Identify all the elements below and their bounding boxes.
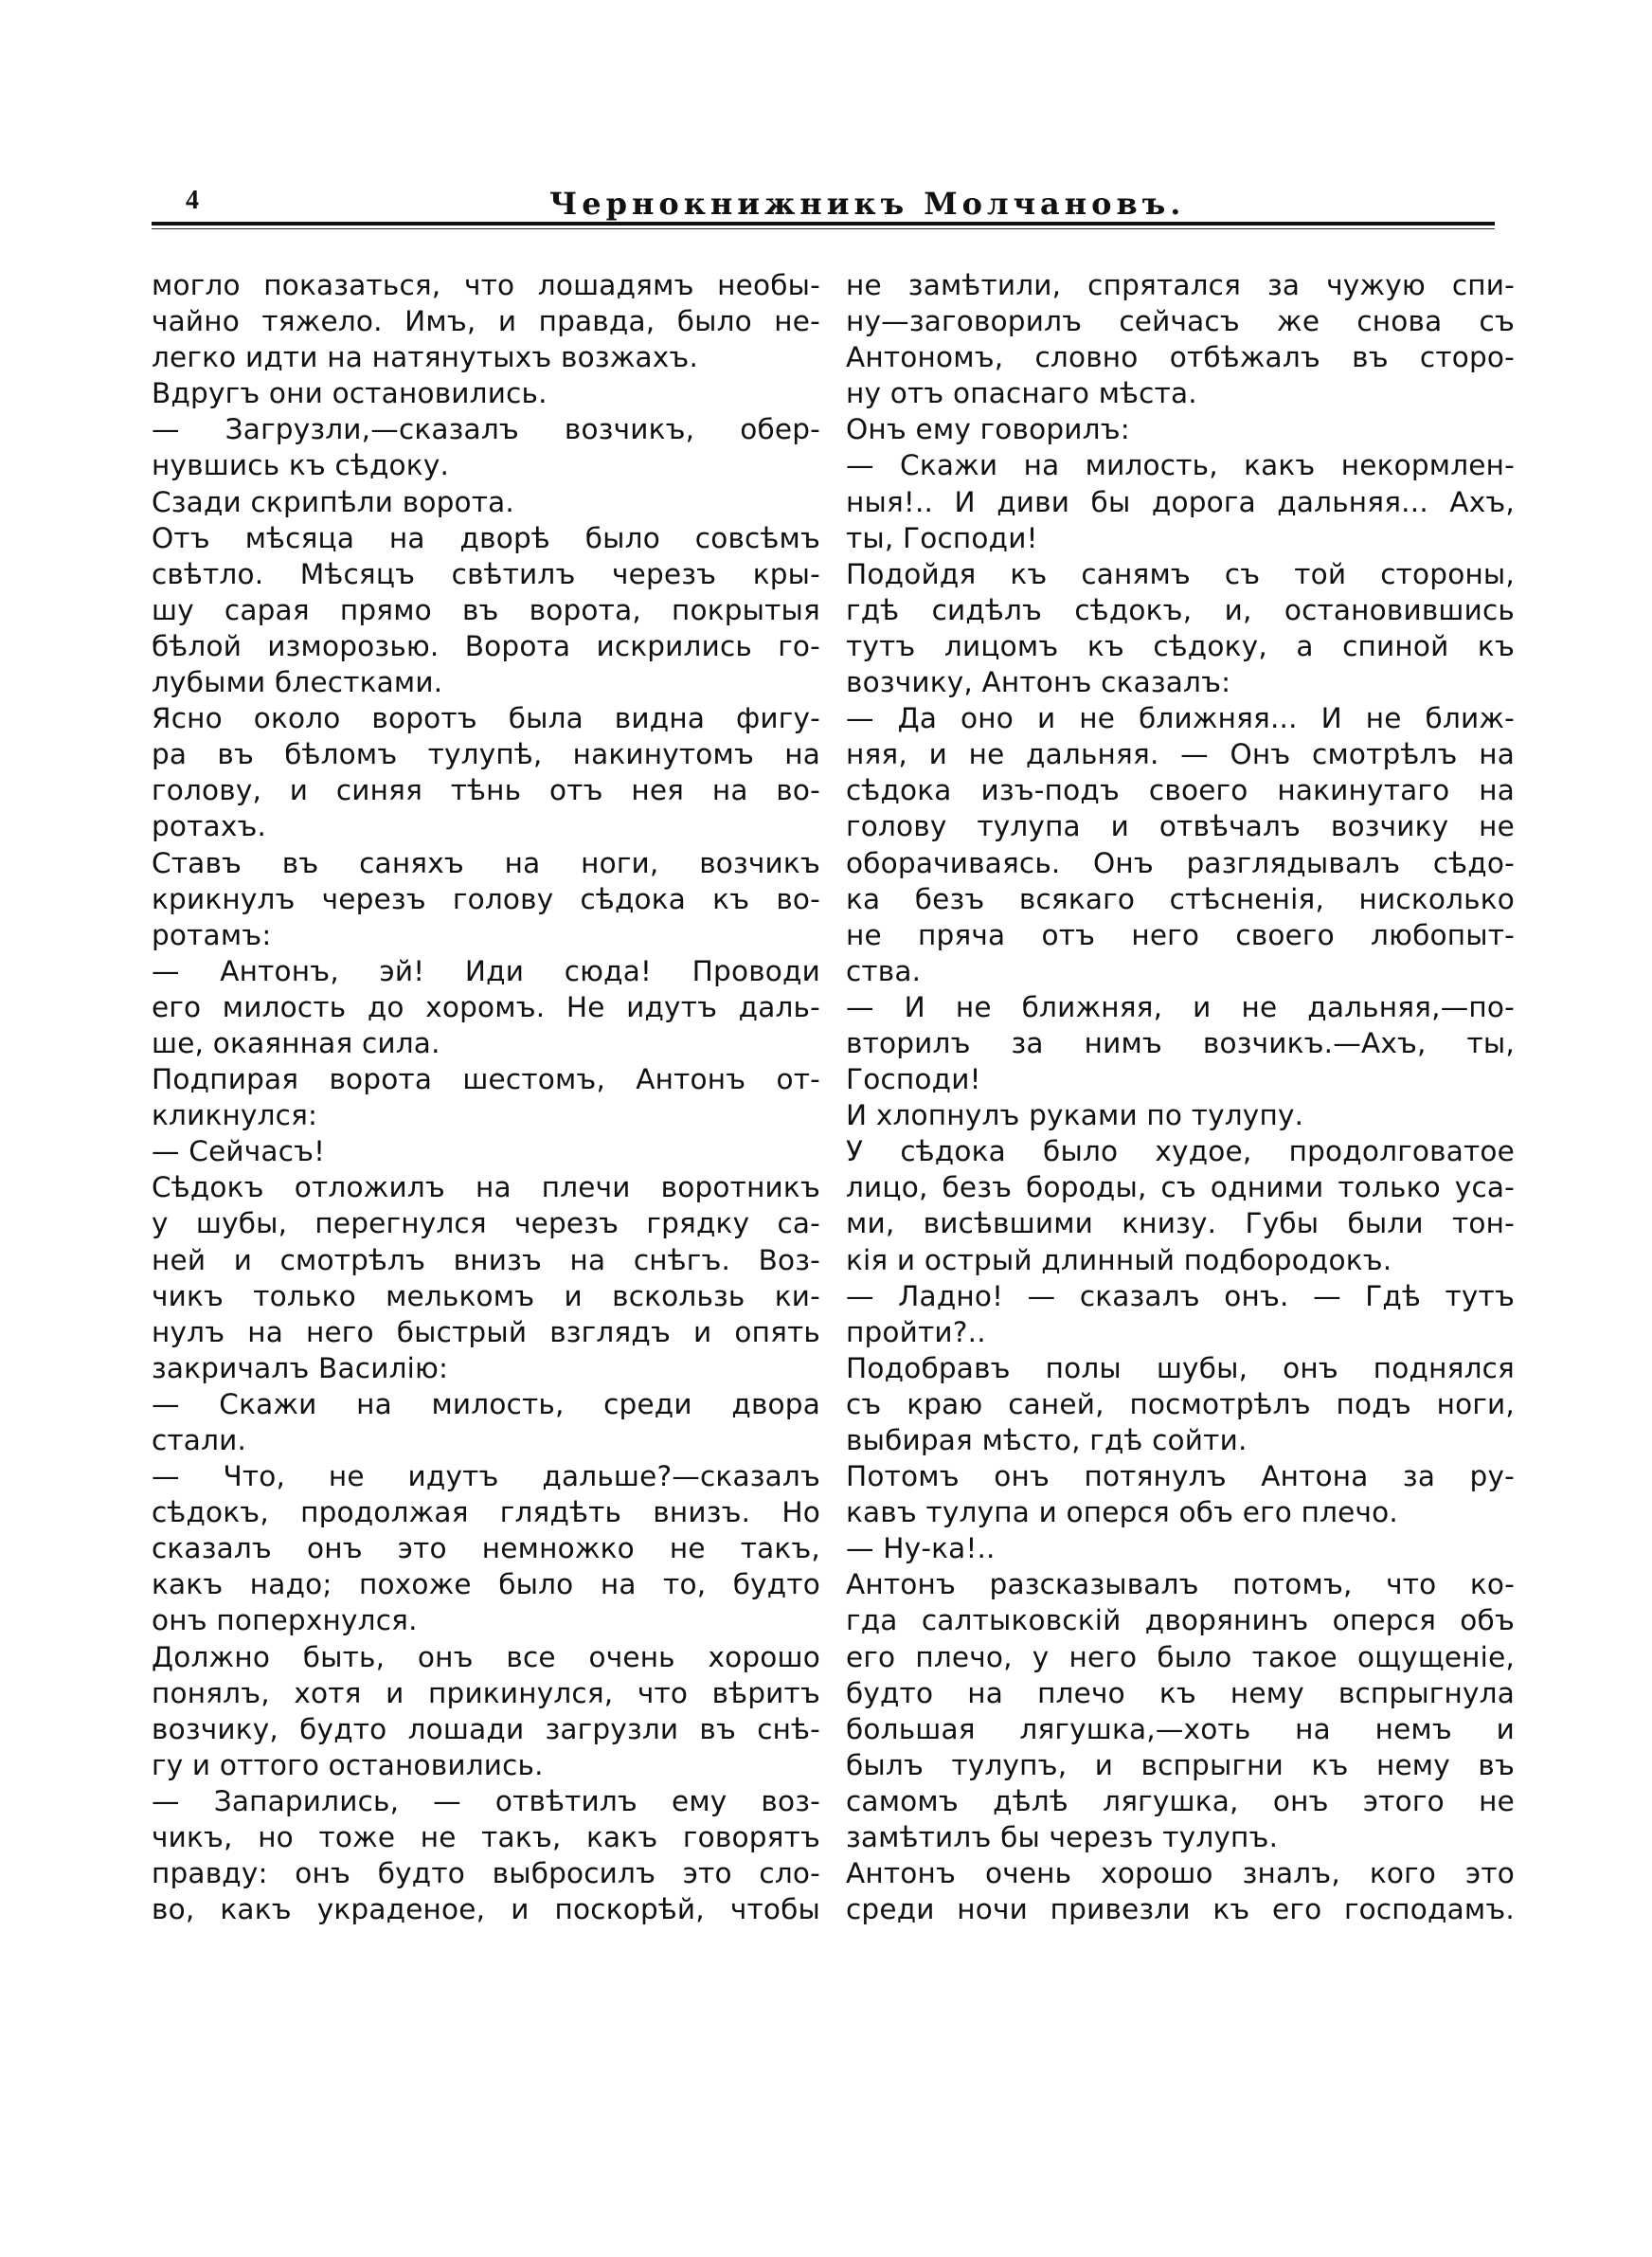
- text-line: Онъ ему говорилъ:: [846, 413, 1130, 446]
- text-line: тутъ лицомъ къ сѣдоку, а спиной къ: [846, 629, 1515, 662]
- text-line: — Запарились, — отвѣтилъ ему воз-: [152, 1784, 820, 1817]
- text-line: стали.: [152, 1424, 247, 1456]
- text-line: ра въ бѣломъ тулупѣ, накинутомъ на: [152, 738, 820, 771]
- text-line: пройти?..: [846, 1315, 986, 1348]
- text-line: возчику, Антонъ сказалъ:: [846, 666, 1231, 699]
- text-line: Подойдя къ санямъ съ той стороны,: [846, 557, 1515, 590]
- text-line: выбирая мѣсто, гдѣ сойти.: [846, 1424, 1248, 1456]
- text-line: свѣтло. Мѣсяцъ свѣтилъ черезъ кры-: [152, 557, 820, 590]
- text-line: ну—заговорилъ сейчасъ же снова съ: [846, 305, 1515, 338]
- text-line: онъ поперхнулся.: [152, 1604, 418, 1637]
- text-line: ныя!.. И диви бы дорога дальняя... Ахъ,: [846, 485, 1515, 518]
- text-line: Ясно около воротъ была видна фигу-: [152, 702, 820, 735]
- text-line: ше, окаянная сила.: [152, 1026, 440, 1059]
- text-line: Ставъ въ саняхъ на ноги, возчикъ: [152, 846, 820, 879]
- text-line: — И не ближняя, и не дальняя,—по-: [846, 990, 1515, 1023]
- text-line: у шубы, перегнулся черезъ грядку са-: [152, 1207, 820, 1240]
- text-line: У сѣдока было худое, продолговатое: [846, 1135, 1515, 1168]
- text-line: бѣлой изморозью. Ворота искрились го-: [152, 629, 820, 662]
- text-line: Антонъ разсказывалъ потомъ, что ко-: [846, 1568, 1515, 1601]
- text-line: нувшись къ сѣдоку.: [152, 449, 450, 482]
- text-line: крикнулъ черезъ голову сѣдока къ во-: [152, 882, 820, 915]
- header-rule-thin: [152, 228, 1495, 229]
- text-line: большая лягушка,—хоть на немъ и: [846, 1712, 1515, 1745]
- text-line: нулъ на него быстрый взглядъ и опять: [152, 1315, 820, 1348]
- text-line: — Ладно! — сказалъ онъ. — Гдѣ тутъ: [846, 1279, 1515, 1312]
- text-line: — Ну-ка!..: [846, 1532, 996, 1565]
- text-line: легко идти на натянутыхъ возжахъ.: [152, 341, 699, 374]
- text-line: закричалъ Василію:: [152, 1351, 449, 1384]
- text-line: — Загрузли,—сказалъ возчикъ, обер-: [152, 413, 820, 446]
- text-line: И хлопнулъ руками по тулупу.: [846, 1099, 1304, 1132]
- text-line: съ краю саней, посмотрѣлъ подъ ноги,: [846, 1387, 1515, 1420]
- text-line: Вдругъ они остановились.: [152, 377, 548, 410]
- text-line: чикъ только мелькомъ и вскользь ки-: [152, 1279, 820, 1312]
- page-number: 4: [186, 186, 199, 215]
- text-line: былъ тулупъ, и вспрыгни къ нему въ: [846, 1748, 1515, 1781]
- text-line: среди ночи привезли къ его господамъ.: [846, 1893, 1515, 1926]
- text-line: гдѣ сидѣлъ сѣдокъ, и, остановившись: [846, 593, 1515, 626]
- left-column: [152, 267, 820, 1927]
- text-line: — Да оно и не ближняя... И не ближ-: [846, 702, 1515, 735]
- text-line: кликнулся:: [152, 1099, 318, 1132]
- text-line: ства.: [846, 954, 922, 987]
- text-line: Сзади скрипѣли ворота.: [152, 485, 515, 518]
- text-line: кавъ тулупа и оперся объ его плечо.: [846, 1496, 1398, 1529]
- text-line: не замѣтили, спрятался за чужую спи-: [846, 269, 1515, 301]
- text-line: ми, висѣвшими книзу. Губы были тон-: [846, 1207, 1515, 1240]
- text-line: шу сарая прямо въ ворота, покрытыя: [152, 593, 820, 626]
- text-line: ты, Господи!: [846, 521, 1038, 554]
- text-line: гда салтыковскій дворянинъ оперся объ: [846, 1604, 1515, 1637]
- text-line: ну отъ опаснаго мѣста.: [846, 377, 1197, 410]
- text-line: Должно быть, онъ все очень хорошо: [152, 1640, 820, 1673]
- text-line: его милость до хоромъ. Не идутъ даль-: [152, 990, 820, 1023]
- text-line: кія и острый длинный подбородокъ.: [846, 1243, 1392, 1276]
- text-line: ка безъ всякаго стѣсненія, нисколько: [846, 882, 1515, 915]
- text-line: Сѣдокъ отложилъ на плечи воротникъ: [152, 1171, 820, 1204]
- right-column: [846, 267, 1515, 1927]
- text-line: оборачиваясь. Онъ разглядывалъ сѣдо-: [846, 846, 1515, 879]
- text-line: не пряча отъ него своего любопыт-: [846, 918, 1515, 951]
- text-line: — Сейчасъ!: [152, 1135, 326, 1168]
- text-line: возчику, будто лошади загрузли въ снѣ-: [152, 1712, 820, 1745]
- text-line: лубыми блестками.: [152, 666, 443, 699]
- text-line: могло показаться, что лошадямъ необы-: [152, 269, 820, 301]
- text-line: Потомъ онъ потянулъ Антона за ру-: [846, 1460, 1515, 1493]
- text-line: — Скажи на милость, какъ некормлен-: [846, 449, 1515, 482]
- running-title: Чернокнижникъ Молчановъ.: [549, 186, 1186, 222]
- text-line: — Что, не идутъ дальше?—сказалъ: [152, 1460, 820, 1493]
- text-line: чайно тяжело. Имъ, и правда, было не-: [152, 305, 820, 338]
- text-line: — Скажи на милость, среди двора: [152, 1387, 820, 1420]
- text-line: во, какъ украденое, и поскорѣй, чтобы: [152, 1893, 820, 1926]
- text-line: голову, и синяя тѣнь отъ нея на во-: [152, 774, 820, 807]
- text-line: ротахъ.: [152, 810, 267, 843]
- text-line: самомъ дѣлѣ лягушка, онъ этого не: [846, 1784, 1515, 1817]
- text-line: гу и оттого остановились.: [152, 1748, 544, 1781]
- text-line: Отъ мѣсяца на дворѣ было совсѣмъ: [152, 521, 820, 554]
- text-line: сѣдокъ, продолжая глядѣть внизъ. Но: [152, 1496, 820, 1529]
- text-line: Господи!: [846, 1063, 981, 1096]
- text-line: лицо, безъ бороды, съ одними только уса-: [846, 1171, 1515, 1204]
- text-line: сѣдока изъ-подъ своего накинутаго на: [846, 774, 1515, 807]
- text-line: понялъ, хотя и прикинулся, что вѣритъ: [152, 1676, 820, 1709]
- text-line: чикъ, но тоже не такъ, какъ говорятъ: [152, 1821, 820, 1854]
- text-line: замѣтилъ бы черезъ тулупъ.: [846, 1821, 1279, 1854]
- header-rule-thick: [152, 222, 1495, 226]
- text-line: его плечо, у него было такое ощущеніе,: [846, 1640, 1515, 1673]
- text-line: правду: онъ будто выбросилъ это сло-: [152, 1857, 820, 1890]
- text-line: сказалъ онъ это немножко не такъ,: [152, 1532, 820, 1565]
- text-line: какъ надо; похоже было на то, будто: [152, 1568, 820, 1601]
- text-line: Подобравъ полы шубы, онъ поднялся: [846, 1351, 1515, 1384]
- text-line: Антономъ, словно отбѣжалъ въ сторо-: [846, 341, 1515, 374]
- text-line: няя, и не дальняя. — Онъ смотрѣлъ на: [846, 738, 1515, 771]
- text-line: ротамъ:: [152, 918, 272, 951]
- text-line: Антонъ очень хорошо зналъ, кого это: [846, 1857, 1515, 1890]
- text-line: будто на плечо къ нему вспрыгнула: [846, 1676, 1515, 1709]
- text-line: Подпирая ворота шестомъ, Антонъ от-: [152, 1063, 820, 1096]
- text-line: голову тулупа и отвѣчалъ возчику не: [846, 810, 1515, 843]
- text-line: — Антонъ, эй! Иди сюда! Проводи: [152, 954, 820, 987]
- text-line: вторилъ за нимъ возчикъ.—Ахъ, ты,: [846, 1026, 1515, 1059]
- text-line: ней и смотрѣлъ внизъ на снѣгъ. Воз-: [152, 1243, 820, 1276]
